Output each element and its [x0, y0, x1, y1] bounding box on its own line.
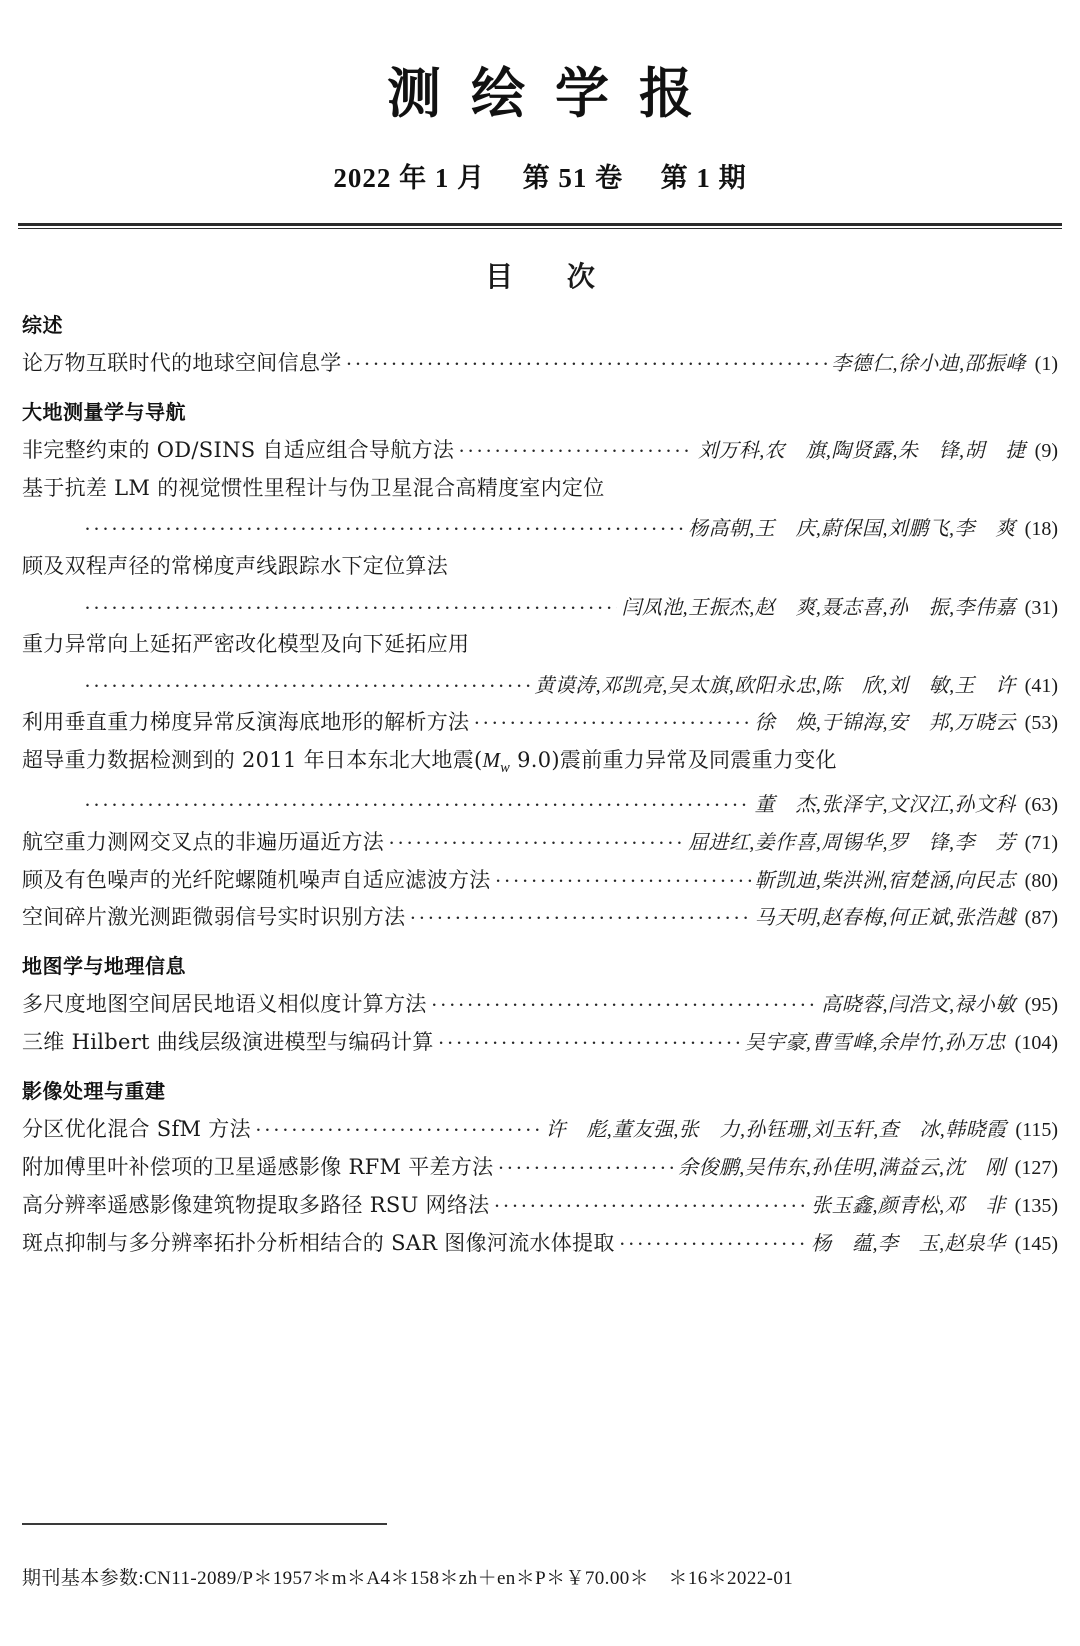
article-title: 论万物互联时代的地球空间信息学 — [22, 350, 342, 375]
author-row — [22, 790, 1058, 820]
dot-leader — [255, 1115, 542, 1136]
journal-title: 测绘学报 — [387, 61, 723, 125]
issue-date: 2022 年 1 月 — [333, 162, 486, 193]
article-authors: 李德仁,徐小迪,邵振峰 — [831, 352, 1026, 375]
article-title: 顾及有色噪声的光纤陀螺随机噪声自适应滤波方法 — [22, 867, 491, 892]
section-heading: 影像处理与重建 — [22, 1079, 166, 1104]
toc-entry[interactable] — [22, 629, 1058, 701]
article-page-number: (87) — [1024, 907, 1058, 930]
article-title: 利用垂直重力梯度异常反演海底地形的解析方法 — [22, 710, 470, 735]
article-authors: 张玉鑫,颜青松,邓 非 — [811, 1194, 1006, 1217]
toc-entry[interactable] — [22, 473, 1058, 545]
dot-leader — [619, 1229, 808, 1250]
dot-leader — [438, 1028, 741, 1049]
toc-entry[interactable] — [22, 435, 1058, 467]
article-title: 三维 Hilbert 曲线层级演进模型与编码计算 — [22, 1030, 434, 1055]
article-authors: 黄谟涛,邓凯亮,吴太旗,欧阳永忠,陈 欣,刘 敏,王 许 — [534, 675, 1016, 698]
article-authors: 许 彪,董友强,张 力,孙钰珊,刘玉轩,查 冰,韩晓霞 — [545, 1119, 1007, 1142]
article-authors: 杨 蕴,李 玉,赵泉华 — [811, 1232, 1006, 1255]
article-authors: 闫凤池,王振杰,赵 爽,聂志喜,孙 振,李伟嘉 — [621, 596, 1016, 619]
dot-leader — [495, 866, 751, 887]
masthead — [18, 0, 1062, 195]
section-heading: 综述 — [22, 312, 63, 337]
toc-entry[interactable] — [22, 745, 1058, 820]
article-page-number: (41) — [1024, 675, 1058, 698]
article-authors: 杨高朝,王 庆,蔚保国,刘鹏飞,李 爽 — [688, 518, 1016, 541]
article-authors: 刘万科,农 旗,陶贤露,朱 锋,胡 捷 — [698, 439, 1026, 462]
author-row — [22, 514, 1058, 544]
article-page-number: (135) — [1014, 1194, 1058, 1217]
dot-leader — [431, 990, 818, 1011]
article-authors: 吴宇豪,曹雪峰,余岸竹,孙万忠 — [744, 1032, 1006, 1055]
toc-entry[interactable] — [22, 902, 1058, 934]
toc-entry[interactable] — [22, 865, 1058, 897]
article-title: 基于抗差 LM 的视觉惯性里程计与伪卫星混合高精度室内定位 — [22, 475, 605, 500]
article-page-number: (1) — [1034, 352, 1058, 375]
article-page-number: (80) — [1024, 869, 1058, 892]
article-page-number: (145) — [1014, 1232, 1058, 1255]
toc-entry[interactable] — [22, 827, 1058, 859]
toc-entry[interactable] — [22, 348, 1058, 380]
author-row — [22, 671, 1058, 701]
toc-entry[interactable] — [22, 1228, 1058, 1260]
article-page-number: (31) — [1024, 596, 1058, 619]
article-page-number: (115) — [1015, 1119, 1058, 1142]
article-authors: 徐 焕,于锦海,安 邦,万晓云 — [754, 712, 1016, 735]
article-page-number: (53) — [1024, 712, 1058, 735]
issue-line — [18, 156, 1062, 195]
article-page-number: (127) — [1014, 1157, 1058, 1180]
article-page-number: (104) — [1014, 1032, 1058, 1055]
article-title: 高分辨率遥感影像建筑物提取多路径 RSU 网络法 — [22, 1192, 490, 1217]
dot-leader — [84, 514, 684, 535]
dot-leader — [84, 671, 530, 692]
article-title: 超导重力数据检测到的 2011 年日本东北大地震($M_w$ 9.0)震前重力异常及同震重力变化 — [22, 748, 837, 777]
article-title: 非完整约束的 OD/SINS 自适应组合导航方法 — [22, 437, 455, 462]
article-authors: 马天明,赵春梅,何正斌,张浩越 — [754, 907, 1016, 930]
article-authors: 董 杰,张泽宇,文汉江,孙文科 — [754, 794, 1016, 817]
article-title: 重力异常向上延拓严密改化模型及向下延拓应用 — [22, 632, 470, 657]
article-page-number: (9) — [1034, 439, 1058, 462]
dot-leader — [458, 436, 694, 457]
article-page-number: (95) — [1024, 994, 1058, 1017]
article-title: 多尺度地图空间居民地语义相似度计算方法 — [22, 992, 427, 1017]
section-heading: 地图学与地理信息 — [22, 954, 186, 979]
toc-entry[interactable] — [22, 707, 1058, 739]
article-page-number: (18) — [1024, 518, 1058, 541]
article-title: 斑点抑制与多分辨率拓扑分析相结合的 SAR 图像河流水体提取 — [22, 1230, 615, 1255]
dot-leader — [84, 593, 617, 614]
article-title: 航空重力测网交叉点的非遍历逼近方法 — [22, 829, 385, 854]
dot-leader — [346, 349, 828, 370]
footer-divider — [22, 1523, 387, 1525]
table-of-contents — [18, 309, 1062, 1260]
issue-number: 第 1 期 — [660, 162, 747, 193]
dot-leader — [388, 828, 684, 849]
article-title: 顾及双程声径的常梯度声线跟踪水下定位算法 — [22, 553, 448, 578]
toc-entry[interactable] — [22, 1190, 1058, 1222]
dot-leader — [473, 708, 750, 729]
article-title: 附加傅里叶补偿项的卫星遥感影像 RFM 平差方法 — [22, 1155, 494, 1180]
article-authors: 高晓蓉,闫浩文,禄小敏 — [821, 994, 1016, 1017]
toc-entry[interactable] — [22, 551, 1058, 623]
article-page-number: (71) — [1024, 831, 1058, 854]
article-authors: 靳凯迪,柴洪洲,宿楚涵,向民志 — [754, 869, 1016, 892]
toc-entry[interactable] — [22, 1114, 1058, 1146]
article-authors: 屈进红,姜作喜,周锡华,罗 锋,李 芳 — [688, 831, 1016, 854]
masthead-divider — [18, 223, 1062, 229]
author-row — [22, 593, 1058, 623]
toc-entry[interactable] — [22, 1152, 1058, 1184]
section-heading: 大地测量学与导航 — [22, 399, 186, 424]
issue-volume: 第 51 卷 — [522, 162, 624, 193]
article-title: 空间碎片激光测距微弱信号实时识别方法 — [22, 905, 406, 930]
toc-entry[interactable] — [22, 989, 1058, 1021]
dot-leader — [497, 1153, 674, 1174]
article-authors: 余俊鹏,吴伟东,孙佳明,满益云,沈 刚 — [678, 1157, 1006, 1180]
footer — [22, 1523, 1058, 1590]
toc-heading: 目 次 — [485, 259, 617, 293]
dot-leader — [493, 1191, 807, 1212]
dot-leader — [84, 790, 751, 811]
journal-parameters: 期刊基本参数:CN11-2089/P＊1957＊m＊A4＊158＊zh＋en＊P＊￥70.00＊ ＊16＊2022-01 — [22, 1568, 794, 1589]
dot-leader — [409, 903, 750, 924]
article-page-number: (63) — [1024, 794, 1058, 817]
magnitude-symbol: $M_w$ — [482, 748, 511, 777]
toc-entry[interactable] — [22, 1027, 1058, 1059]
article-title: 分区优化混合 SfM 方法 — [22, 1117, 251, 1142]
